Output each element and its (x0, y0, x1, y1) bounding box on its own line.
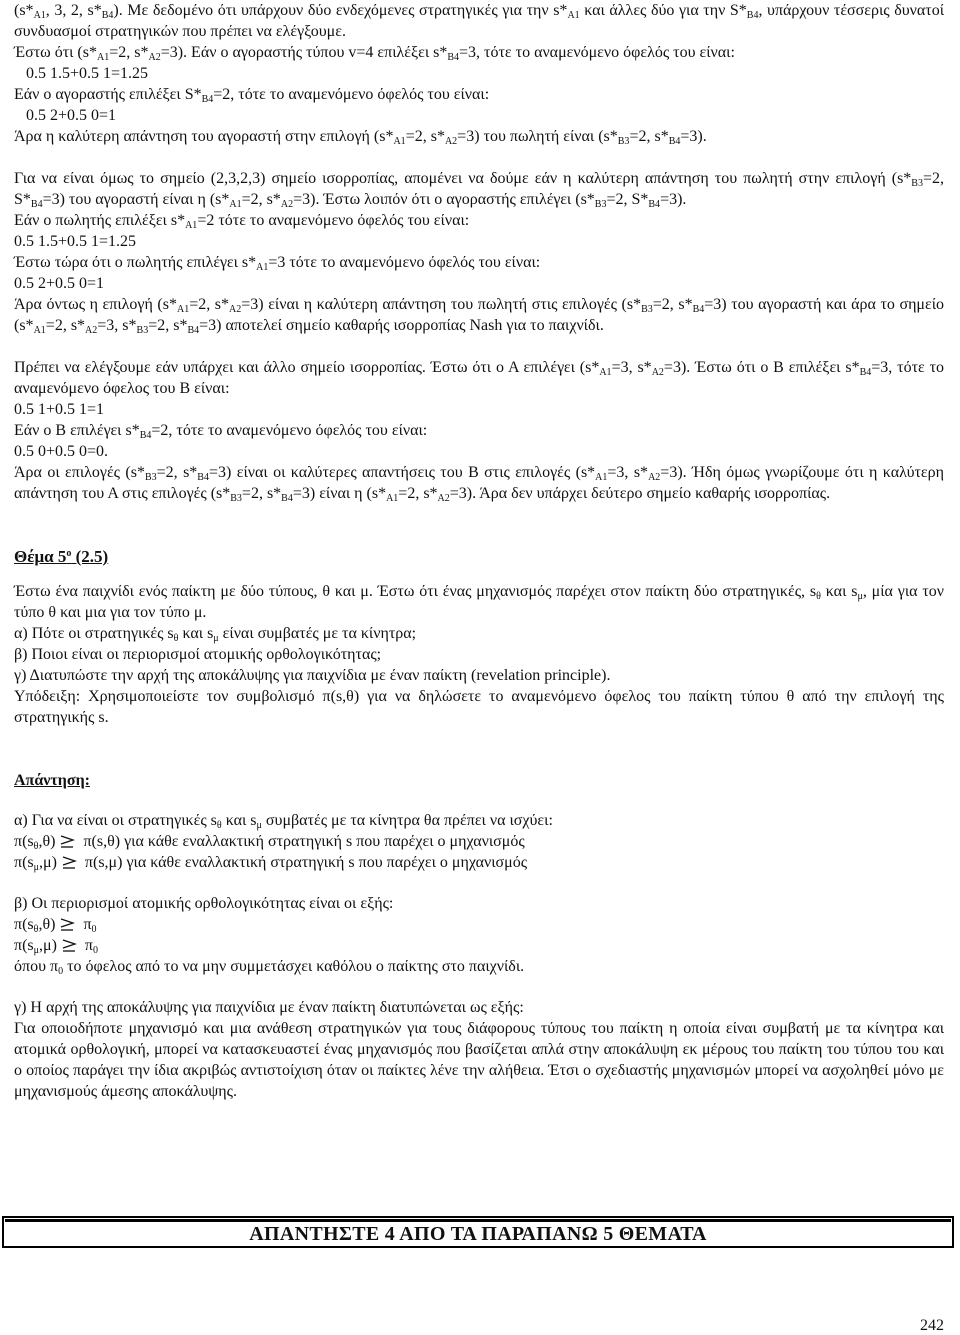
equation-line: 0.5 2+0.5 0=1 (26, 107, 117, 124)
equation-line: 0.5 2+0.5 0=1 (14, 275, 105, 292)
answer-a-intro: α) Για να είναι οι στρατηγικές $s_\theta$ και $s_\mu$ συμβατές με τα κίνητρα θα πρέπει να ισχύει: (14, 812, 553, 831)
question-c: γ) Διατυπώστε την αρχή της αποκάλυψης για παιχνίδια με έναν παίκτη (revelation principle). (14, 667, 611, 684)
question-b: β) Ποιοι είναι οι περιορισμοί ατομικής ορθολογικότητας; (14, 646, 382, 663)
instruction-banner (2, 1216, 954, 1248)
document-body (14, 0, 944, 1102)
line-seller-option-1: Εάν ο πωλητής επιλέξει $s*_{A1}=2$ τότε το αναμενόμενο όφελός του είναι: (14, 212, 470, 231)
banner-text: ΑΠΑΝΤΗΣΤΕ 4 ΑΠΟ ΤΑ ΠΑΡΑΠΑΝΩ 5 ΘΕΜΑΤΑ (249, 1223, 707, 1245)
answer-a-ic-mu: $\pi(s_\mu,\mu)$ π(s,μ) για κάθε εναλλακτική στρατηγική s που παρέχει ο μηχανισμός (14, 854, 528, 873)
section-title: Θέμα $5^o$ (2.5) (14, 547, 109, 566)
answer-b-intro: β) Οι περιορισμοί ατομικής ορθολογικότητας είναι οι εξής: (14, 895, 394, 912)
answer-c-body: Για οποιοδήποτε μηχανισμό και μια ανάθεση στρατηγικών για τους διάφορους τύπους του παίκτη η οποία είναι συμβατή με τα κίνητρα και ατομικά ορθολογική, μπορεί να κατασκευαστεί ένας μηχανισμός που βασίζεται απλά στην αποκάλυψη εκ μέρους του παίκτη του τύπου του και ο οποίος παράγει την ίδια ακριβώς αντιστοίχιση όταν οι παίκτες λένε την αλήθεια. Έτσι ο σχεδιαστής μηχανισμών μπορεί να ασχοληθεί μόνο με μηχανισμούς άμεσης αποκάλυψης. (14, 1020, 944, 1100)
answer-b-note: όπου $\pi_0$ το όφελος από το να μην συμμετάσχει καθόλου ο παίκτης στο παιχνίδι. (14, 958, 525, 977)
paragraph-nash-conclusion: Άρα όντως η επιλογή ($s*_{A1}=2$, $s*_{A2}=3$) είναι η καλύτερη απάντηση του πωλητή στις επιλογές ($s*_{B3}=2$, $s*_{B4}=3$) του αγοραστή και άρα το σημείο ($s*_{A1}=2$, $s*_{A2}=3$, $s*_{B3}=2$, $s*_{B4}=3$) αποτελεί σημείο καθαρής ισορροπίας Nash για το παιχνίδι. (14, 296, 945, 336)
paragraph-no-second-equilibrium: Άρα οι επιλογές ($s*_{B3}=2$, $s*_{B4}=3$) είναι οι καλύτερες απαντήσεις του Β στις επιλογές ($s*_{A1}=3$, $s*_{A2}=3$). Ήδη όμως γνωρίζουμε ότι η καλύτερη απάντηση του Α στις επιλογές ($s*_{B3}=2$, $s*_{B4}=3$) είναι η ($s*_{A1}=2$, $s*_{A2}=3$). Άρα δεν υπάρχει δεύτερο σημείο καθαρής ισορροπίας. (14, 464, 945, 504)
answer-title: Απάντηση: (14, 772, 90, 789)
answer-b-ir-mu: $\pi(s_\mu,\mu)$ $\pi_0$ (14, 937, 98, 956)
equation-line: 0.5 0+0.5 0=0. (14, 443, 109, 460)
greater-equal-icon (61, 938, 77, 952)
equation-line: 0.5 1.5+0.5 1=1.25 (26, 65, 149, 82)
greater-equal-icon (59, 834, 75, 848)
question-intro: Έστω ένα παιχνίδι ενός παίκτη με δύο τύπους, θ και μ. Έστω ότι ένας μηχανισμός παρέχει στον παίκτη δύο στρατηγικές, $s_\theta$ και $s_\mu$, μία για τον τύπο θ και μια για τον τύπο μ. (14, 583, 945, 621)
paragraph-other-equilibrium: Πρέπει να ελέγξουμε εάν υπάρχει και άλλο σημείο ισορροπίας. Έστω ότι ο Α επιλέγει ($s*_{A1}=3$, $s*_{A2}=3$). Έστω ότι ο Β επιλέξει $s*_{B4}=3$, τότε το αναμενόμενο όφελος του Β είναι: (14, 359, 945, 397)
answer-a-ic-theta: $\pi(s_\theta,\theta)$ π(s,θ) για κάθε εναλλακτική στρατηγική s που παρέχει ο μηχανισμός (14, 833, 525, 852)
line-b-option: Εάν ο Β επιλέγει $s*_{B4}=2$, τότε το αναμενόμενο όφελός του είναι: (14, 422, 428, 441)
line-buyer-best-response: Άρα η καλύτερη απάντηση του αγοραστή στην επιλογή ($s*_{A1}=2$, $s*_{A2}=3$) του πωλητή είναι ($s*_{B3}=2$, $s*_{B4}=3$). (14, 128, 707, 147)
line-buyer-alt: Εάν ο αγοραστής επιλέξει $S*_{B4}=2$, τότε το αναμενόμενο όφελός του είναι: (14, 86, 490, 105)
line-seller-option-2: Έστω τώρα ότι ο πωλητής επιλέγει $s*_{A1}=3$ τότε το αναμενόμενο όφελός του είναι: (14, 254, 541, 273)
line-assume-seller-choice: Έστω ότι ($s*_{A1}=2$, $s*_{A2}=3$). Εάν ο αγοραστής τύπου v=4 επιλέξει $s*_{B4}=3$, τότε το αναμενόμενο όφελός του είναι: (14, 44, 735, 63)
greater-equal-icon (61, 855, 77, 869)
equation-line: 0.5 1.5+0.5 1=1.25 (14, 233, 137, 250)
greater-equal-icon (59, 917, 75, 931)
answer-b-ir-theta: $\pi(s_\theta,\theta)$ $\pi_0$ (14, 916, 97, 935)
hint: Υπόδειξη: Χρησιμοποιείστε τον συμβολισμό π(s,θ) για να δηλώσετε το αναμενόμενο όφελος του παίκτη τύπου θ από την επιλογή της στρατηγικής s. (14, 688, 944, 726)
equation-line: 0.5 1+0.5 1=1 (14, 401, 105, 418)
question-a: α) Πότε οι στρατηγικές $s_\theta$ και $s_\mu$ είναι συμβατές με τα κίνητρα; (14, 625, 417, 644)
paragraph-equilibrium-check: Για να είναι όμως το σημείο (2,3,2,3) σημείο ισορροπίας, απομένει να δούμε εάν η καλύτερη απάντηση του πωλητή στην επιλογή ($s*_{B3}=2$, $S*_{B4}=3$) του αγοραστή είναι η ($s*_{A1}=2$, $s*_{A2}=3$). Έστω λοιπόν ότι ο αγοραστής επιλέγει ($s*_{B3}=2$, $S*_{B4}=3$). (14, 170, 944, 210)
page-number: 242 (920, 1317, 944, 1334)
paragraph-strategies-intro: ($s*_{A1}$, 3, 2, $s*_{B4}$). Με δεδομένο ότι υπάρχουν δύο ενδεχόμενες στρατηγικές για την $s*_{A1}$ και άλλες δύο για την $S*_{B4}$, υπάρχουν τέσσερις δυνατοί συνδυασμοί στρατηγικών που πρέπει να ελέγξουμε. (14, 2, 945, 40)
answer-c-intro: γ) Η αρχή της αποκάλυψης για παιχνίδια με έναν παίκτη διατυπώνεται ως εξής: (14, 999, 524, 1016)
